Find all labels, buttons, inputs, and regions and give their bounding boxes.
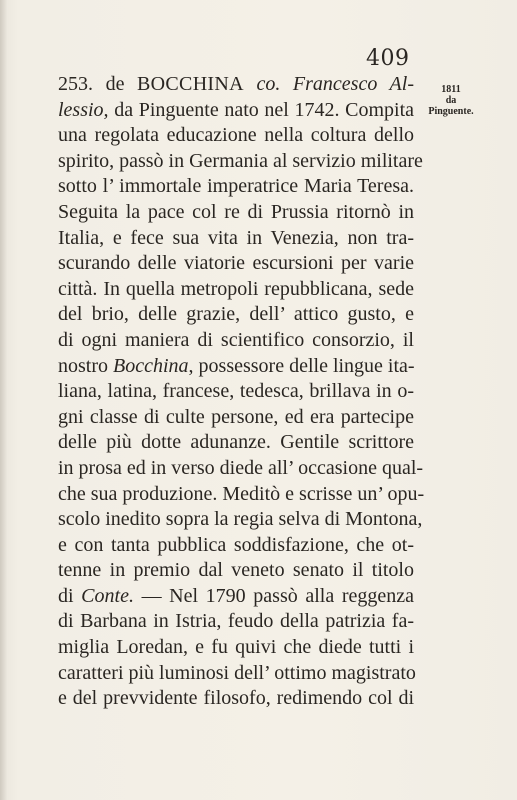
text-segment: in prosa ed in verso diede all’ occasione qual- (58, 456, 424, 479)
text-line (58, 123, 414, 149)
text-line (58, 430, 414, 456)
text-line (58, 277, 414, 303)
text-line (58, 635, 414, 661)
text-segment: gni classe di culte persone, ed era partecipe (58, 405, 414, 428)
text-line (58, 174, 414, 200)
text-segment: da Pinguente nato nel 1742. Compita (108, 98, 414, 121)
text-line (58, 200, 414, 226)
text-segment: che sua produzione. Meditò e scrisse un’ opu- (58, 482, 425, 505)
body-text (58, 72, 425, 712)
text-segment: miglia Loredan, e fu quivi che diede tutti i (58, 636, 414, 659)
text-segment: Bocchina (113, 354, 189, 377)
text-line (58, 379, 414, 405)
text-line (58, 328, 414, 354)
text-line (58, 482, 425, 508)
text-line (58, 661, 414, 687)
text-segment: Conte. (81, 584, 134, 607)
text-segment: 253. de (58, 73, 138, 95)
text-segment: una regolata educazione nella coltura dello (58, 124, 414, 147)
text-segment: Italia, e fece sua vita in Venezia, non tra- (58, 226, 414, 249)
text-line (58, 149, 423, 175)
text-segment: di ogni maniera di scientifico consorzio, il (58, 328, 414, 351)
text-segment: scolo inedito sopra la regia selva di Montona, (58, 508, 423, 531)
page-gutter (0, 0, 8, 800)
text-segment: — Nel 1790 passò alla reggenza (133, 584, 414, 607)
text-segment (244, 73, 257, 95)
text-segment: tenne in premio dal veneto senato il titolo (58, 559, 414, 582)
text-line (58, 584, 414, 610)
text-segment: e del prevvidente filosofo, redimendo col di (58, 687, 414, 710)
text-line (58, 226, 414, 252)
text-segment: sotto l’ immortale imperatrice Maria Teresa. (58, 175, 414, 198)
page-number: 409 (366, 46, 410, 71)
text-segment: e con tanta pubblica soddisfazione, che ot- (58, 533, 414, 556)
text-segment: del brio, delle grazie, dell’ attico gusto, e (58, 303, 414, 326)
text-segment: liana, latina, francese, tedesca, brillava in o- (58, 380, 414, 403)
text-line (58, 686, 414, 712)
text-segment: città. In quella metropoli repubblicana, sede (58, 277, 414, 300)
margin-note (421, 84, 481, 117)
text-segment: di Barbana in Istria, feudo della patrizia fa- (58, 610, 414, 633)
text-segment: , possessore delle lingue ita- (188, 354, 415, 377)
text-line (58, 456, 424, 482)
text-line (58, 533, 414, 559)
text-line (58, 98, 414, 124)
text-line (58, 302, 414, 328)
text-segment: caratteri più luminosi dell’ ottimo magistrato (58, 661, 416, 684)
text-line (58, 558, 414, 584)
text-segment: lessio, (58, 98, 109, 121)
margin-note-preposition: da (445, 95, 457, 106)
text-segment: co. Francesco Al- (256, 73, 414, 95)
margin-note-year: 1811 (441, 84, 461, 95)
text-segment: nostro (58, 354, 113, 377)
text-line (58, 251, 414, 277)
text-line (58, 354, 414, 380)
text-segment: di (58, 584, 82, 607)
text-segment: scurando delle viatorie escursioni per varie (58, 252, 414, 275)
text-segment: spirito, passò in Germania al servizio militare (58, 149, 423, 172)
margin-note-place: Pinguente. (428, 106, 474, 117)
text-line (58, 609, 414, 635)
text-segment: BOCCHINA (137, 73, 244, 95)
text-line (58, 507, 423, 533)
text-segment: delle più dotte adunanze. Gentile scrittore (58, 431, 414, 454)
text-line (58, 405, 414, 431)
text-segment: Seguita la pace col re di Prussia ritornò in (58, 200, 414, 223)
text-line (58, 72, 414, 98)
